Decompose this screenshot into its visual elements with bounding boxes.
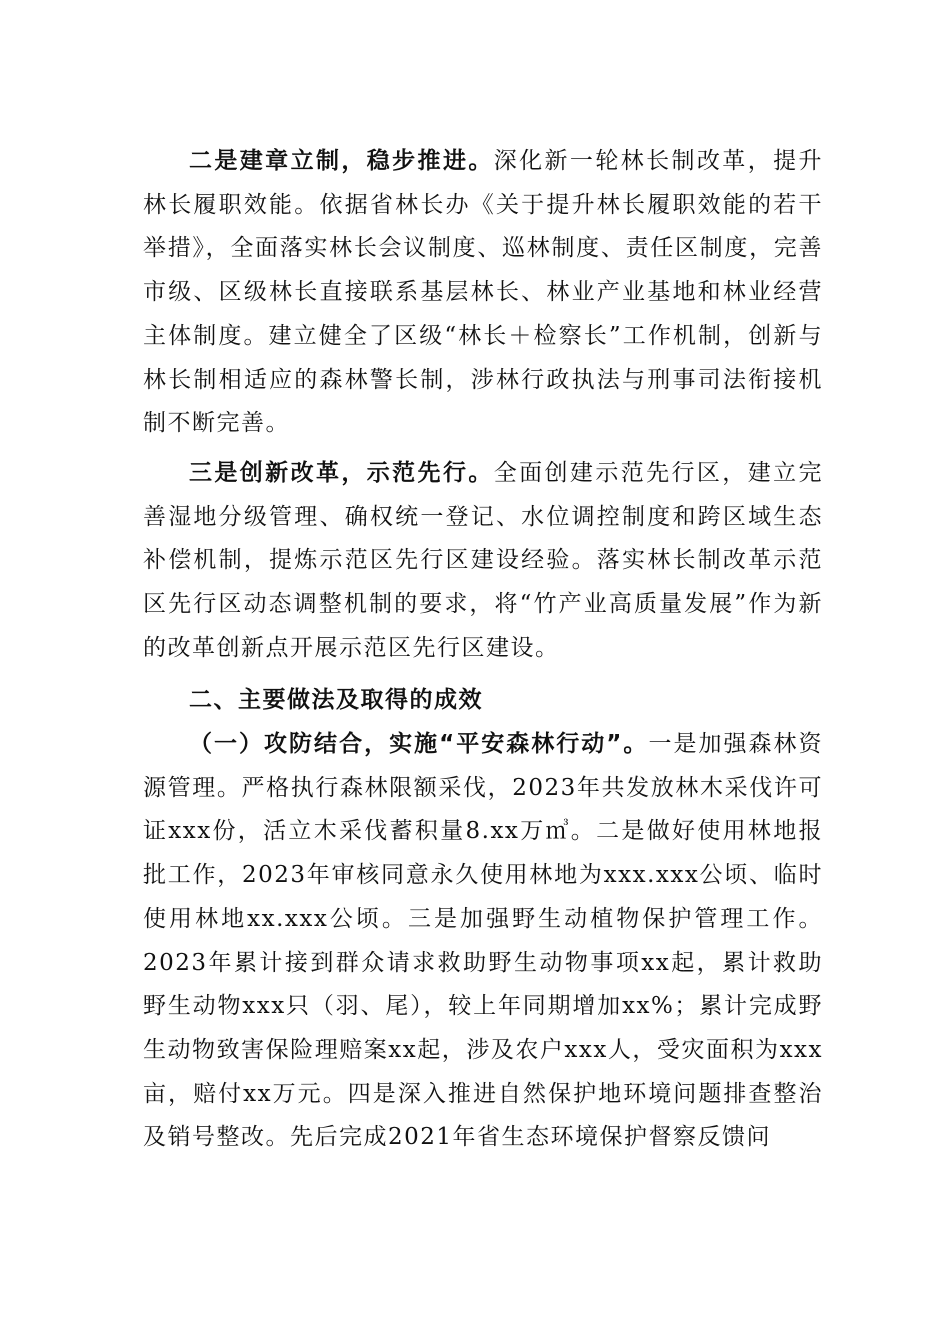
paragraph-lead: （一）攻防结合，实施“平安森林行动”。: [189, 731, 649, 757]
paragraph-innovation-reform: [143, 452, 823, 671]
paragraph-rules-and-systems: [143, 140, 823, 446]
paragraph-body: 一是加强森林资源管理。严格执行森林限额采伐，2023年共发放林木采伐许可证xxx份，活立木采伐蓄积量8.xx万㎥。二是做好使用林地报批工作，2023年审核同意永久使用林地为xxx.xxx公顷、临时使用林地xx.xxx公顷。三是加强野生动植物保护管理工作。2023年累计接到群众请求救助野生动物事项xx起，累计救助野生动物xxx只（羽、尾），较上年同期增加xx%；累计完成野生动物致害保险理赔案xx起，涉及农户xxx人，受灾面积为xxx亩，赔付xx万元。四是深入推进自然保护地环境问题排查整治及销号整改。先后完成2021年省生态环境保护督察反馈问: [143, 731, 824, 1151]
paragraph-lead: 二是建章立制，稳步推进。: [189, 148, 494, 174]
paragraph-safe-forest-action: [143, 723, 823, 1160]
paragraph-body: 全面创建示范先行区，建立完善湿地分级管理、确权统一登记、水位调控制度和跨区域生态补偿机制，提炼示范区先行区建设经验。落实林长制改革示范区先行区动态调整机制的要求，将“竹产业高质量发展”作为新的改革创新点开展示范区先行区建设。: [143, 460, 824, 661]
section-heading: 二、主要做法及取得的成效: [189, 687, 483, 713]
paragraph-lead: 三是创新改革，示范先行。: [189, 460, 494, 486]
paragraph-body: 深化新一轮林长制改革，提升林长履职效能。依据省林长办《关于提升林长履职效能的若干举措》，全面落实林长会议制度、巡林制度、责任区制度，完善市级、区级林长直接联系基层林长、林业产业基地和林业经营主体制度。建立健全了区级“林长＋检察长”工作机制，创新与林长制相适应的森林警长制，涉林行政执法与刑事司法衔接机制不断完善。: [143, 148, 824, 437]
section-heading-block: [143, 679, 823, 723]
